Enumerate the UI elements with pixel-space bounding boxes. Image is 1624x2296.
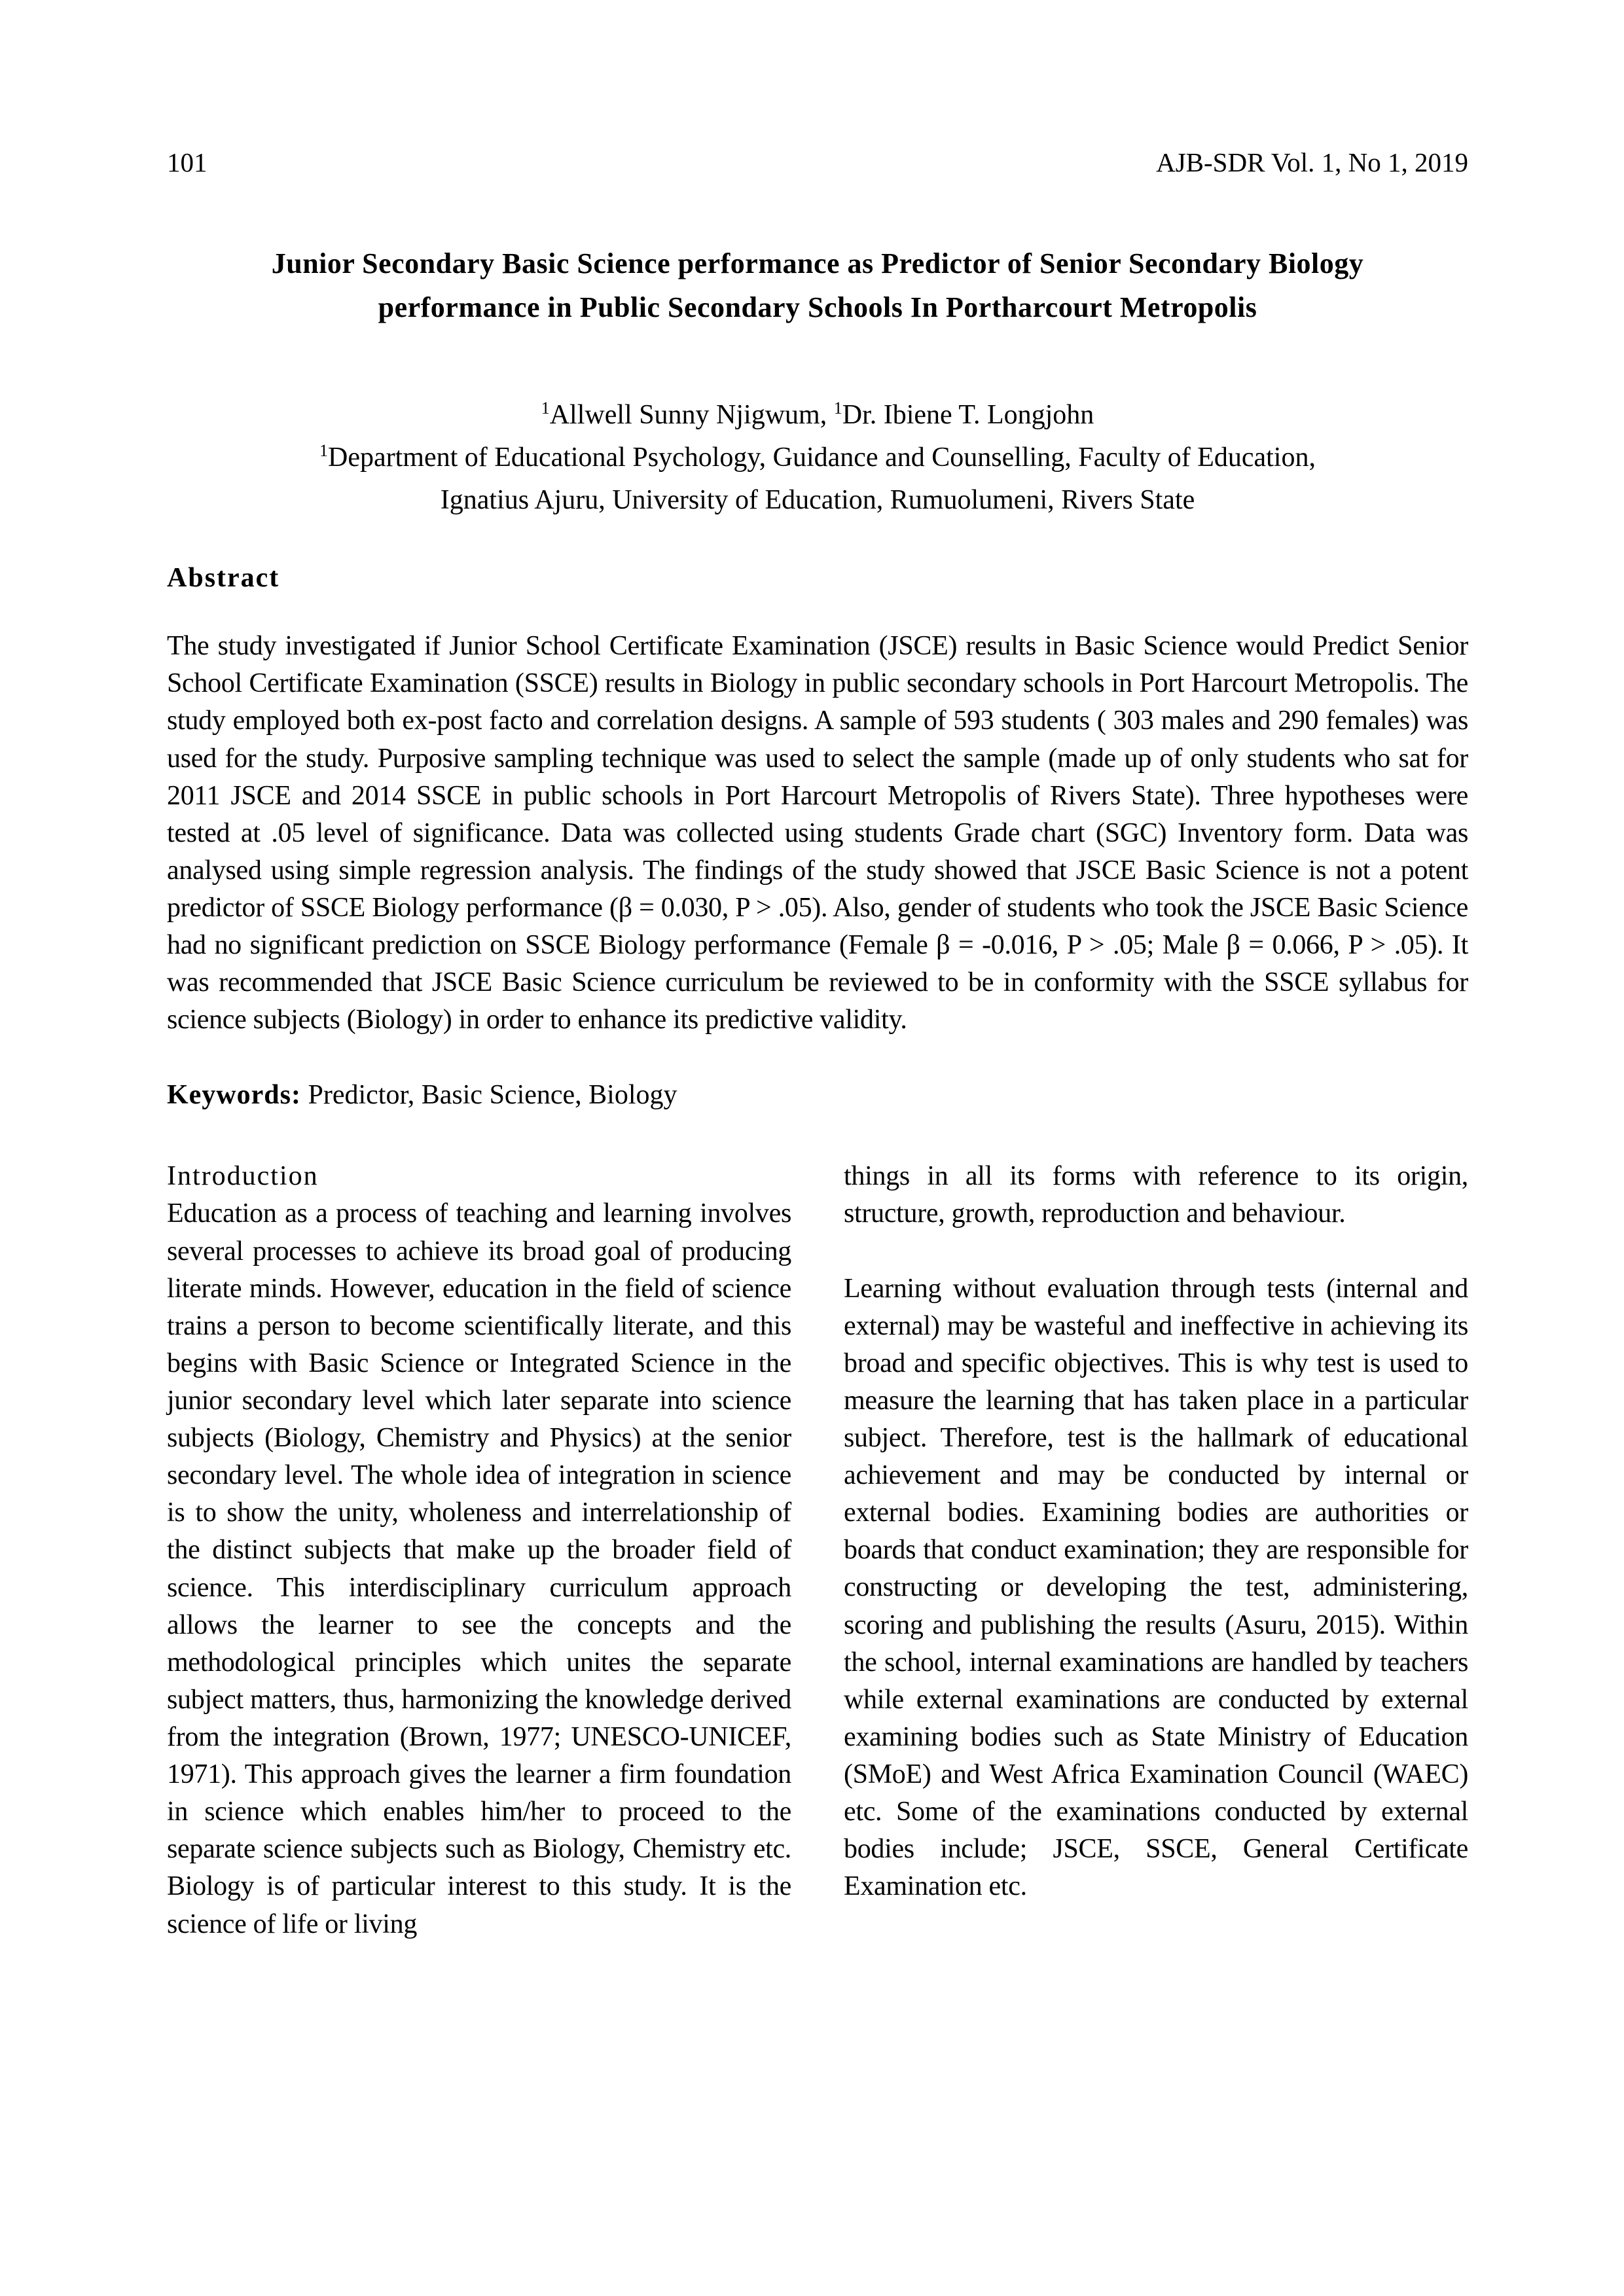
introduction-paragraph-right-2: Learning without evaluation through tests (internal and external) may be wasteful and ineffective in achieving its broad and specific objectives. This is why test is used to measure the learning that has taken place in a particular subject. Therefore, test is the hallmark of educational achievement and may be conducted by internal or external bodies. Examining bodies are authorities or boards that conduct examination; they are responsible for constructing or developing the test, administering, scoring and publishing the results (Asuru, 2015). Within the school, internal examinations are handled by teachers while external examinations are conducted by external examining bodies such as State Ministry of Education (SMoE) and West Africa Examination Council (WAEC) etc. Some of the examinations conducted by external bodies include; JSCE, SSCE, General Certificate Examination etc. bbox=[844, 1273, 1468, 1902]
affiliation-superscript: 1 bbox=[319, 440, 329, 460]
paper-title-line-2: performance in Public Secondary Schools In Portharcourt Metropolis bbox=[378, 291, 1257, 324]
author-superscript-1: 1 bbox=[541, 398, 550, 418]
keywords-text: Predictor, Basic Science, Biology bbox=[300, 1080, 677, 1111]
author-superscript-2: 1 bbox=[833, 398, 842, 418]
affiliation-text-1: Department of Educational Psychology, Guidance and Counselling, Faculty of Education, bbox=[328, 442, 1316, 473]
keywords-line bbox=[167, 1079, 1468, 1111]
author-name-1: Allwell Sunny Njigwum, bbox=[549, 399, 834, 430]
affiliation-text-2: Ignatius Ajuru, University of Education, Rumuolumeni, Rivers State bbox=[440, 485, 1195, 516]
right-column bbox=[844, 1158, 1468, 1943]
author-name-2: Dr. Ibiene T. Longjohn bbox=[842, 399, 1094, 430]
introduction-paragraph-right-1: things in all its forms with reference to its origin, structure, growth, reproduction and behaviour. bbox=[844, 1161, 1468, 1229]
page-header bbox=[167, 147, 1468, 178]
keywords-label: Keywords: bbox=[167, 1080, 301, 1111]
affiliation-line-1 bbox=[167, 437, 1468, 479]
abstract-heading: Abstract bbox=[167, 563, 280, 594]
introduction-heading: Introduction bbox=[167, 1161, 319, 1192]
authors-affiliation-block bbox=[167, 394, 1468, 522]
abstract-text: The study investigated if Junior School Certificate Examination (JSCE) results in Basic Science would Predict Senior School Certificate Examination (SSCE) results in Biology in public secondary schools in Port Harcourt Metropolis. The study employed both ex-post facto and correlation designs. A sample of 593 students ( 303 males and 290 females) was used for the study. Purposive sampling technique was used to select the sample (made up of only students who sat for 2011 JSCE and 2014 SSCE in public schools in Port Harcourt Metropolis of Rivers State). Three hypotheses were tested at .05 level of significance. Data was collected using students Grade chart (SGC) Inventory form. Data was analysed using simple regression analysis. The findings of the study showed that JSCE Basic Science is not a potent predictor of SSCE Biology performance (β = 0.030, P > .05). Also, gender of students who took the JSCE Basic Science had no significant prediction on SSCE Biology performance (Female β = -0.016, P > .05; Male β = 0.066, P > .05). It was recommended that JSCE Basic Science curriculum be reviewed to be in conformity with the SSCE syllabus for science subjects (Biology) in order to enhance its predictive validity. bbox=[167, 631, 1468, 1035]
left-column bbox=[167, 1158, 791, 1943]
introduction-paragraph-left: Education as a process of teaching and learning involves several processes to achieve its broad goal of producing literate minds. However, education in the field of science trains a person to become scientifically literate, and this begins with Basic Science or Integrated Science in the junior secondary level which later separate into science subjects (Biology, Chemistry and Physics) at the senior secondary level. The whole idea of integration in science is to show the unity, wholeness and interrelationship of the distinct subjects that make up the broader field of science. This interdisciplinary curriculum approach allows the learner to see the concepts and the methodological principles which unites the separate subject matters, thus, harmonizing the knowledge derived from the integration (Brown, 1977; UNESCO-UNICEF, 1971). This approach gives the learner a firm foundation in science which enables him/her to proceed to the separate science subjects such as Biology, Chemistry etc. Biology is of particular interest to this study. It is the science of life or living bbox=[167, 1198, 791, 1939]
journal-reference: AJB-SDR Vol. 1, No 1, 2019 bbox=[1156, 147, 1468, 177]
paper-title-line-1: Junior Secondary Basic Science performance as Predictor of Senior Secondary Biology bbox=[271, 247, 1364, 280]
authors-line bbox=[167, 394, 1468, 437]
paper-title bbox=[167, 242, 1468, 330]
two-column-body bbox=[167, 1158, 1468, 1943]
page-number: 101 bbox=[167, 147, 208, 177]
affiliation-line-2 bbox=[167, 479, 1468, 522]
